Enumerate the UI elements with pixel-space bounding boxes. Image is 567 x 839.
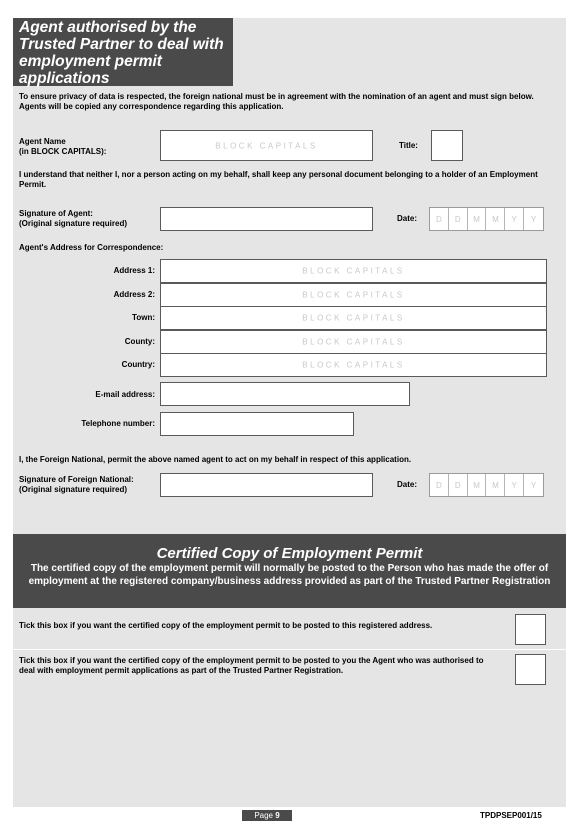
address1-placeholder: BLOCK CAPITALS: [302, 266, 405, 276]
date-cell: M: [468, 474, 487, 496]
address2-placeholder: BLOCK CAPITALS: [302, 290, 405, 300]
divider: [13, 649, 566, 650]
date-cell: Y: [505, 208, 524, 230]
agent-name-label: Agent Name (in BLOCK CAPITALS):: [19, 137, 107, 156]
foreign-signature-field[interactable]: [160, 473, 373, 497]
agent-post-checkbox[interactable]: [515, 654, 546, 685]
date-cell: M: [486, 474, 505, 496]
foreign-signature-label: Signature of Foreign National: (Original signature required): [19, 475, 134, 494]
country-input[interactable]: [160, 353, 547, 377]
date-cell: Y: [530, 214, 537, 224]
county-placeholder: BLOCK CAPITALS: [302, 337, 405, 347]
registered-address-checkbox[interactable]: [515, 614, 546, 645]
foreign-date-label: Date:: [397, 480, 418, 489]
agent-post-option-text: Tick this box if you want the certified copy of the employment permit to be posted to you the Agent who was authorised to deal with employment permit applications as part of the Trusted Partner Registration.: [19, 656, 484, 675]
date-cell: M: [468, 208, 487, 230]
agent-name-input[interactable]: [160, 130, 373, 161]
agent-signature-label: Signature of Agent: (Original signature required): [19, 209, 128, 228]
town-input[interactable]: [160, 306, 547, 330]
title-input[interactable]: [431, 130, 463, 161]
address2-label: Address 2:: [113, 290, 155, 299]
address-heading: Agent's Address for Correspondence:: [19, 243, 164, 252]
email-label: E-mail address:: [95, 390, 155, 399]
page-number-badge: Page 9: [242, 810, 292, 821]
agent-date-label: Date:: [397, 214, 418, 223]
address2-input[interactable]: [160, 283, 547, 307]
privacy-intro: To ensure privacy of data is respected, the foreign national must be in agreement with the nomination of an agent and must sign below. Agents will be copied any correspondence regarding this application.: [19, 92, 534, 111]
date-cell: D: [430, 474, 449, 496]
agent-date-input[interactable]: [429, 207, 544, 231]
agent-signature-field[interactable]: [160, 207, 373, 231]
email-input[interactable]: [160, 382, 410, 406]
country-placeholder: BLOCK CAPITALS: [302, 360, 405, 370]
town-label: Town:: [132, 313, 155, 322]
date-cell: D: [449, 208, 468, 230]
certified-copy-title: Certified Copy of Employment Permit: [156, 545, 423, 562]
registered-address-option-text: Tick this box if you want the certified copy of the employment permit to be posted to this registered address.: [19, 621, 433, 630]
document-declaration: I understand that neither I, nor a person acting on my behalf, shall keep any personal document belonging to a holder of an Employment Permit.: [19, 170, 538, 189]
county-input[interactable]: [160, 330, 547, 354]
town-placeholder: BLOCK CAPITALS: [302, 313, 405, 323]
date-cell: Y: [505, 474, 524, 496]
county-label: County:: [124, 337, 155, 346]
date-cell: D: [430, 208, 449, 230]
foreign-national-statement: I, the Foreign National, permit the above named agent to act on my behalf in respect of this application.: [19, 455, 412, 464]
country-label: Country:: [121, 360, 155, 369]
certified-copy-text: The certified copy of the employment permit will normally be posted to the Person who has made the offer of employment at the registered company/business address provided as part of the Trusted Partner Registration: [28, 563, 551, 587]
certified-copy-banner: [13, 534, 566, 608]
agent-name-placeholder: BLOCK CAPITALS: [215, 141, 318, 150]
phone-input[interactable]: [160, 412, 354, 436]
date-cell: D: [449, 474, 468, 496]
phone-label: Telephone number:: [81, 419, 155, 428]
date-cell: Y: [530, 480, 537, 490]
title-label: Title:: [399, 141, 418, 150]
address1-label: Address 1:: [113, 266, 155, 275]
form-code: TPDPSEP001/15: [480, 811, 542, 820]
date-cell: M: [486, 208, 505, 230]
section-title: Agent authorised by the Trusted Partner to deal with employment permit applications: [13, 18, 233, 86]
address1-input[interactable]: [160, 259, 547, 283]
foreign-date-input[interactable]: [429, 473, 544, 497]
